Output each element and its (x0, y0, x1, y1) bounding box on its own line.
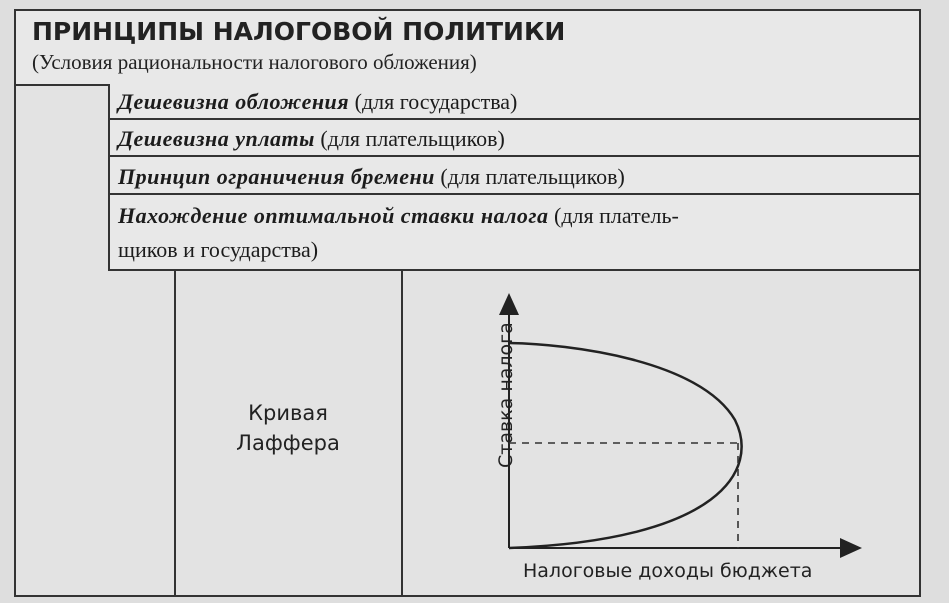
laffer-label-line2: Лаффера (236, 431, 340, 455)
principle-3: Принцип ограничения бремени (для плательщиков) (118, 164, 625, 189)
diagram-subtitle: (Условия рациональности налогового обложения) (32, 50, 477, 74)
principle-2: Дешевизна уплаты (для плательщиков) (118, 126, 505, 151)
principle-1: Дешевизна обложения (для государства) (118, 89, 518, 114)
laffer-curve (509, 343, 742, 548)
principle-4-continuation: щиков и государства) (118, 237, 319, 262)
laffer-label-line1: Кривая (248, 401, 328, 425)
y-axis-label: Ставка налога (495, 322, 517, 468)
principle-4: Нахождение оптимальной ставки налога (для платель- (118, 203, 679, 228)
diagram-title: ПРИНЦИПЫ НАЛОГОВОЙ ПОЛИТИКИ (32, 17, 566, 46)
x-axis-label: Налоговые доходы бюджета (523, 560, 813, 582)
